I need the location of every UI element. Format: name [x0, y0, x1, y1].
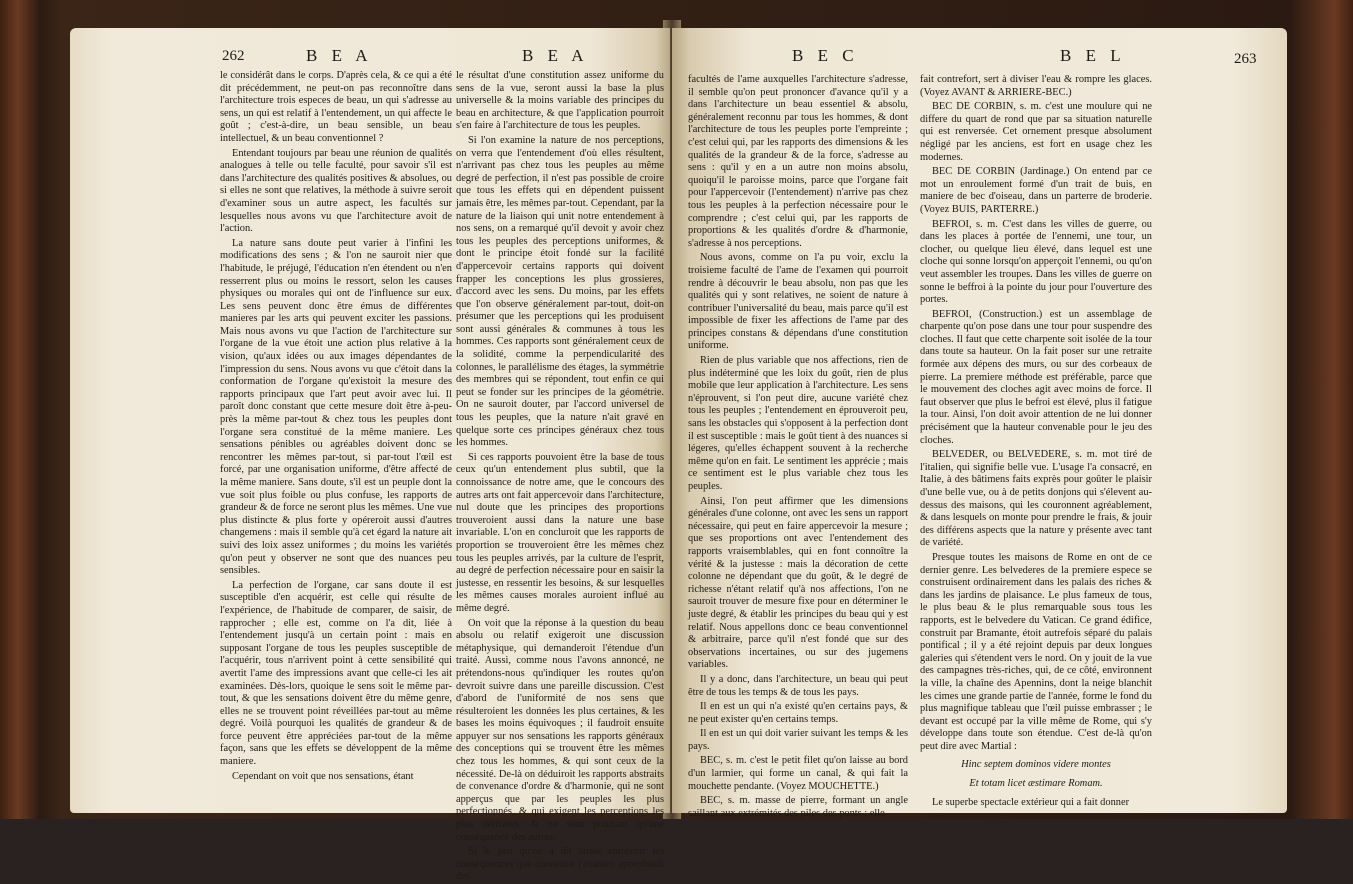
paragraph: Nous avons, comme on l'a pu voir, exclu la troisieme faculté de l'ame de l'examen qui pourroit rendre à découvrir le beau absolu, non pas que les qualités qui y sont relatives, ne soient de nature à contribuer l'universalité du beau, mais parce qu'il est impossible de fixer les affections de l'ame par des principes constans & dépendans d'une constitution uniforme.	[688, 252, 908, 352]
paragraph: On voit que la réponse à la question du beau absolu ou relatif exigeroit une discussion métaphysique, qui demanderoit l'étendue d'un traité. Aussi, comme nous l'avons annoncé, ne prétendons-nous qu'indiquer les routes qu'on devroit suivre dans une pareille discussion. C'est d'abord de l'uniformité de nos sens que résulteroient les données les plus certaines, & les bases les moins équivoques ; il faudroit ensuite appuyer sur nos sensations les rapports généraux des conceptions qui se trouvent être les mêmes chez tous les hommes, & qui sont ceux de la nécessité. De-là on déduiroit les rapports abstraits de convenance d'ordre & d'harmonie, qui ne sont apperçus que par les peuples les plus perfectionnés, & qui exigent les perceptions les plus délicates, & ne sont pourtant qu'une conséquence des autres.	[456, 617, 664, 843]
paragraph: Rien de plus variable que nos affections, rien de plus indéterminé que les loix du goût, rien de plus mobile que leur application à l'architecture. Les sens n'éprouvent, si l'on peut dire, aucune variété chez tous les peuples ; l'entendement en éprouveroit peu, sans les obstacles qui s'opposent à la perfection dont il est susceptible : mais le goût tient à des nuances si légeres, qu'elles échappent souvent à la recherche même qu'on en fait. Le sentiment les apprécie ; mais ce sentiment est le plus variable chez tous les peuples.	[688, 355, 908, 492]
right-page	[672, 28, 1287, 819]
left-column-1	[220, 70, 452, 783]
paragraph: Si l'on examine la nature de nos perceptions, on verra que l'entendement d'où elles résultent, n'arrivant pas chez tous les peuples au même degré de perfection, il n'est pas possible de croire que tous les effets qui en dépendent puissent jamais être, les mêmes par-tout. Cependant, par la nature de la liaison qui unit notre entendement à nos sens, on a remarqué qu'il devoit y avoir chez tous les peuples des perceptions uniformes, & dont le principe étoit fondé sur la facilité d'appercevoir certains rapports qui doivent frapper les conceptions les plus grossieres, d'accord avec les sens. Du moins, par les effets que l'on observe généralement par-tout, doit-on présumer que les perceptions qui les produisent sont aussi générales & communes à tous les hommes. Ces rapports sont généralement ceux de la solidité, comme la perpendicularité des colonnes, le parallélisme des étages, la symmétrie des membres qui se répondent, tout enfin ce qui peut se fonder sur les principes de la géométrie. On ne sauroit douter, par l'accord universel de tous les peuples, que la nature n'ait gravé en quelque sorte ces principes généraux chez tous les hommes.	[456, 134, 664, 449]
right-running-head-1: B E C	[792, 46, 859, 65]
paragraph: Ainsi, l'on peut affirmer que les dimensions générales d'une colonne, ont avec les sens un rapport nécessaire, qui peut en faire appercevoir la mesure ; que ses proportions ont avec l'entendement des rapports vraisemblables, qui en font connoître la vérité & la justesse : mais la décoration de cette colonne ne dépendant que du goût, & le degré de richesse n'étant relatif qu'à nos affections, l'on ne sauroit trouver de mesure fixe pour en déterminer le juste degré, & établir les principes du beau qui y est relatif. Nous appellons donc ce beau conventionnel & arbitraire, parce qu'il n'est fondé que sur des observations incertaines, ou sur des jugemens variables.	[688, 495, 908, 671]
paragraph: Le superbe spectacle extérieur qui a fait donner	[932, 796, 1130, 808]
paragraph: facultés de l'ame auxquelles l'architecture s'adresse, il semble qu'on peut prononcer d'avance qu'il y a dans l'architecture un beau essentiel & absolu, généralement reconnu par tous les hommes, & dont l'architecture de tous les peuples porte l'empreinte ; c'est celui qui, par les rapports des dimensions & les qualités de la grandeur & de la force, s'adresse au sens : qu'il y en a un autre non moins absolu, quoiqu'il le paroisse moins, parce que l'organe fait pour l'appercevoir (l'entendement) n'arrive pas chez tous les peuples à la perfection nécessaire pour le comprendre ; c'est celui qui, par les rapports de proportions & les qualités d'ordre & d'harmonie, s'adresse à nos perceptions.	[688, 74, 908, 249]
entry-belveder: BELVEDER, ou BELVEDERE, s. m. mot tiré de l'italien, qui signifie belle vue. L'usage l'a consacré, en Italie, à des bâtimens faits exprès pour goûter le plaisir d'une belle vue, ou à de petits donjons qui s'élevent au-dessus des maisons, qui les couronnent agréablement, & dans lesquels on monte pour prendre le frais, & jouir des différens aspects que la nature y présente avec tant de variété.	[920, 449, 1152, 549]
paragraph: Si le peu qu'on a dit laisse entrevoir les conséquences que donneroit l'examen approfondi des	[456, 846, 664, 883]
entry-bec-de-corbin-jardinage: BEC DE CORBIN (Jardinage.) On entend par ce mot un enroulement formé d'un trait de buis, en maniere de bec d'oiseau, dans un parterre de broderie. (Voyez BUIS, PARTERRE.)	[920, 166, 1152, 215]
left-column-2	[456, 70, 664, 884]
left-running-head-2: B E A	[522, 46, 589, 65]
left-page	[70, 28, 670, 883]
latin-quote-line-2: Et totam licet æstimare Romam.	[969, 778, 1103, 790]
paragraph: La nature sans doute peut varier à l'infini les modifications des sens ; & l'on ne sauroit nier que l'habitude, le préjugé, l'éducation n'en étendent ou n'en resserrent plus ou moins le ressort, selon les causes physiques ou morales qui ont de l'influence sur eux. Les sens peuvent donc être émus de différentes manieres par les arts qui peuvent exciter les passions. Mais nous avons vu que l'action de l'architecture sur l'organe de la vue étoit une action plus relative à la vision, qu'aux idées ou aux images dépendantes de l'impression du sens. Nous avons vu que c'étoit dans la conformation de l'organe qu'existoit la mesure des rapports principaux que l'art peut avoir avec lui. Il paroît donc constant que cette mesure doit être à-peu-près la même par-tout & chez tous les peuples dont l'organe sera constitué de la même maniere. Les sensations pénibles ou agréables doivent donc se rencontrer les mêmes par-tout, si par-tout l'œil est forcé, par une organisation uniforme, d'être affecté de la même maniere. Sans doute, s'il est un peuple dont la vue soit plus foible ou plus confuse, les rapports de grandeur & de force ne seront plus les mêmes. Une vue plus distincte & plus forte y opéreroit aussi d'autres changemens : mais il semble qu'à cet égard la nature ait suivi des loix assez uniformes ; du moins les variétés qu'on peut y observer ne sont que des nuances peu sensibles.	[220, 237, 452, 577]
paragraph: Presque toutes les maisons de Rome en ont de ce dernier genre. Les belvederes de la premiere espece se construisent ordinairement dans les palais des riches & dans les jardins de plaisance. Le plus fameux de tous, le plus beau & le plus remarquable sous tous les rapports, est le belvedere du Vatican. Ce grand édifice, construit par Bramante, étoit autrefois séparé du palais pontifical ; il y a été rejoint depuis par deux longues galeries qui s'étendent vers le nord. On y jouit de la vue des campagnes très-riches, qui, de ce côté, environnent la ville, la chaîne des Apennins, dont la neige blanchit les cimes une grande partie de l'année, forme le fond du plus magnifique tableau que l'œil puisse embrasser ; le devant est occupé par la ville même de Rome, qui s'y développe dans toute son étendue. C'est de-là qu'on peut dire avec Martial :	[920, 551, 1152, 752]
paragraph: Cependant on voit que nos sensations, étant	[232, 770, 414, 782]
paragraph: Il en est un qui n'a existé qu'en certains pays, & ne peut exister qu'en certains temps.	[688, 701, 908, 725]
right-column-2	[920, 74, 1152, 809]
left-folio: 262	[222, 48, 245, 64]
paragraph: fait contrefort, sert à diviser l'eau & rompre les glaces. (Voyez AVANT & ARRIERE-BEC.)	[920, 74, 1152, 98]
entry-bec-2: BEC, s. m. masse de pierre, formant un angle saillant aux extrémités des piles des ponts : elle	[688, 795, 908, 819]
entry-befroi-construction: BEFROI, (Construction.) est un assemblage de charpente qu'on pose dans une tour pour suspendre des cloches. Il faut que cette charpente soit isolée de la tour dans toute sa hauteur. On la fait poser sur une retraite formée aux dépens des murs, ou sur des corbeaux de pierre. La premiere méthode est préférable, parce que le mouvement des cloches agit avec moins de force. Il faut observer que plus le befroi est élevé, plus il fatigue la tour. Ainsi, l'on doit avoir attention de ne lui donner précisément que la hauteur convenable pour le jeu des cloches.	[920, 308, 1152, 446]
latin-quote-line-1: Hinc septem dominos videre montes	[961, 759, 1111, 771]
paragraph: Il en est un qui doit varier suivant les temps & les pays.	[688, 728, 908, 752]
right-folio: 263	[1234, 51, 1257, 67]
paragraph: Il y a donc, dans l'architecture, un beau qui peut être de tous les temps & de tous les pays.	[688, 673, 908, 698]
left-running-head-1: B E A	[306, 46, 373, 65]
right-running-head-2: B E L	[1060, 46, 1126, 65]
paragraph: La perfection de l'organe, car sans doute il est susceptible d'en acquérir, est celle qui résulte de l'expérience, de l'habitude de comparer, de saisir, de rapprocher ; elle est, comme on l'a dit, liée à l'entendement jusqu'à un certain point : mais en supposant l'organe de tous les peuples susceptible de l'acquérir, tous n'arrivent point à cette sensibilité qui avertit l'ame des impressions avant que celle-ci les ait examinées. Dès-lors, quoique le sens soit le même par-tout, & que les sensations doivent être du même genre, elles ne se trouvent point réveillées par-tout au même degré. Voilà pourquoi les qualités de grandeur & de force peuvent être appréciées par-tout de la même façon, sans que les effets se développent de la même maniere.	[220, 579, 452, 768]
right-column-1	[688, 74, 908, 820]
entry-bec-de-corbin: BEC DE CORBIN, s. m. c'est une moulure qui ne differe du quart de rond que par sa situation naturelle qui est renversée. Cet ornement presque absolument négligé par les anciens, est fort en usage chez les modernes.	[920, 101, 1152, 163]
paragraph: le résultat d'une constitution assez uniforme du sens de la vue, seront aussi la base la plus universelle & la moins variable des principes du beau en architecture, & que l'application pourroit s'en faire à l'architecture de tous les peuples.	[456, 70, 664, 132]
entry-bec: BEC, s. m. c'est le petit filet qu'on laisse au bord d'un larmier, qui forme un canal, & qui fait la mouchette pendante. (Voyez MOUCHETTE.)	[688, 755, 908, 792]
paragraph: le considérât dans le corps. D'après cela, & ce qui a été dit précédemment, ne peut-on pas reconnoître dans l'architecture trois especes de beau, un qui s'adresse au sens, un qui est relatif à l'entendement, un qui affecte le goût ; c'est-à-dire, un beau sensible, un beau intellectuel, & un beau conventionnel ?	[220, 70, 452, 144]
paragraph: Entendant toujours par beau une réunion de qualités analogues à telle ou telle faculté, pour savoir s'il est dans l'architecture des qualités positives & absolues, ou si elles ne sont que relatives, la méthode à suivre seroit d'examiner sous un autre aspect, les facultés sur lesquelles nous avons vu que l'architecture avoit de l'action.	[220, 147, 452, 235]
paragraph: Si ces rapports pouvoient être la base de tous ceux qu'un entendement plus subtil, que la connoissance de notre ame, que le concours des autres arts ont fait appercevoir dans l'architecture, nul doute que les principes des proportions trouveroient aussi dans la nature une base invariable. L'on en concluroit que les rapports de proportion se trouveroient être les mêmes chez tous les peuples arrivés, par la culture de l'esprit, au degré de perfection nécessaire pour en saisir la justesse, en ressentir les besoins, & sur lesquelles les mêmes causes morales auroient influé au même degré.	[456, 451, 664, 614]
entry-befroi: BEFROI, s. m. C'est dans les villes de guerre, ou dans les places à portée de l'ennemi, une tour, un clocher, ou quelque lieu élevé, dans lequel est une cloche qui sonne lorsqu'on apperçoit l'ennemi, ou qu'on veut assembler les troupes. Dans les villes de guerre on sonne le beffroi à la pointe du jour pour l'ouverture des portes.	[920, 218, 1152, 306]
